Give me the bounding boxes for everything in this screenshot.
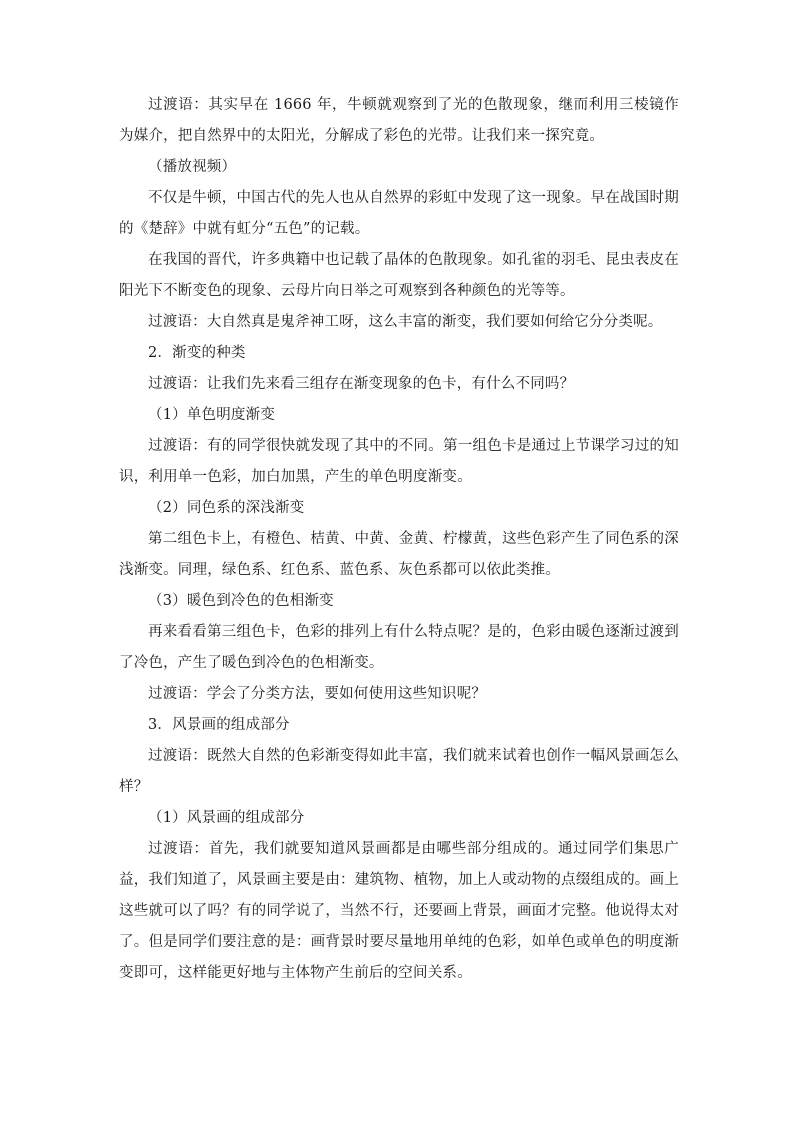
paragraph-transition-usage: 过渡语：学会了分类方法，要如何使用这些知识呢？ bbox=[148, 686, 487, 702]
paragraph-landscape-explanation: 过渡语：首先，我们就要知道风景画都是由哪些部分组成的。通过同学们集思广益，我们知道了，风景画主要是由：建筑物、植物，加上人或动物的点缀组成的。画上这些就可以了吗？有的同学说了，当然不行，还要画上背景，画面才完整。他说得太对了。但是同学们要注意的是：画背景时要尽量地用单纯的色彩，如单色或单色的明度渐变即可，这样能更好地与主体物产生前后的空间关系。 bbox=[119, 841, 679, 981]
document-body bbox=[119, 90, 679, 989]
heading-gradient-types: 2．渐变的种类 bbox=[148, 345, 246, 361]
subheading-warm-to-cool: （3）暖色到冷色的色相渐变 bbox=[148, 593, 334, 609]
paragraph-three-color-cards: 过渡语：让我们先来看三组存在渐变现象的色卡，有什么不同吗？ bbox=[148, 376, 575, 392]
paragraph-third-card: 再来看看第三组色卡，色彩的排列上有什么特点呢？是的，色彩由暖色逐渐过渡到了冷色，产生了暖色到冷色的色相渐变。 bbox=[119, 624, 679, 671]
subheading-same-hue-depth: （2）同色系的深浅渐变 bbox=[148, 500, 305, 516]
paragraph-play-video: （播放视频） bbox=[148, 159, 237, 175]
subheading-monochrome-value: （1）单色明度渐变 bbox=[148, 407, 276, 423]
paragraph-jin-dynasty: 在我国的晋代，许多典籍中也记载了晶体的色散现象。如孔雀的羽毛、昆虫表皮在阳光下不断变色的现象、云母片向日举之可观察到各种颜色的光等等。 bbox=[119, 252, 679, 299]
paragraph-ancient-rainbow: 不仅是牛顿，中国古代的先人也从自然界的彩虹中发现了这一现象。早在战国时期的《楚辞》中就有虹分“五色”的记载。 bbox=[119, 190, 679, 237]
paragraph-first-card: 过渡语：有的同学很快就发现了其中的不同。第一组色卡是通过上节课学习过的知识，利用单一色彩，加白加黑，产生的单色明度渐变。 bbox=[119, 438, 679, 485]
heading-landscape-parts: 3．风景画的组成部分 bbox=[148, 717, 290, 733]
paragraph-transition-newton: 过渡语：其实早在 1666 年，牛顿就观察到了光的色散现象，继而利用三棱镜作为媒介，把自然界中的太阳光，分解成了彩色的光带。让我们来一探究竟。 bbox=[119, 97, 679, 144]
paragraph-transition-classify: 过渡语：大自然真是鬼斧神工呀，这么丰富的渐变，我们要如何给它分分类呢。 bbox=[148, 314, 663, 330]
subheading-landscape-parts: （1）风景画的组成部分 bbox=[148, 810, 305, 826]
paragraph-second-card: 第二组色卡上，有橙色、桔黄、中黄、金黄、柠檬黄，这些色彩产生了同色系的深浅渐变。同理，绿色系、红色系、蓝色系、灰色系都可以依此类推。 bbox=[119, 531, 679, 578]
paragraph-transition-create: 过渡语：既然大自然的色彩渐变得如此丰富，我们就来试着也创作一幅风景画怎么样？ bbox=[119, 748, 679, 795]
